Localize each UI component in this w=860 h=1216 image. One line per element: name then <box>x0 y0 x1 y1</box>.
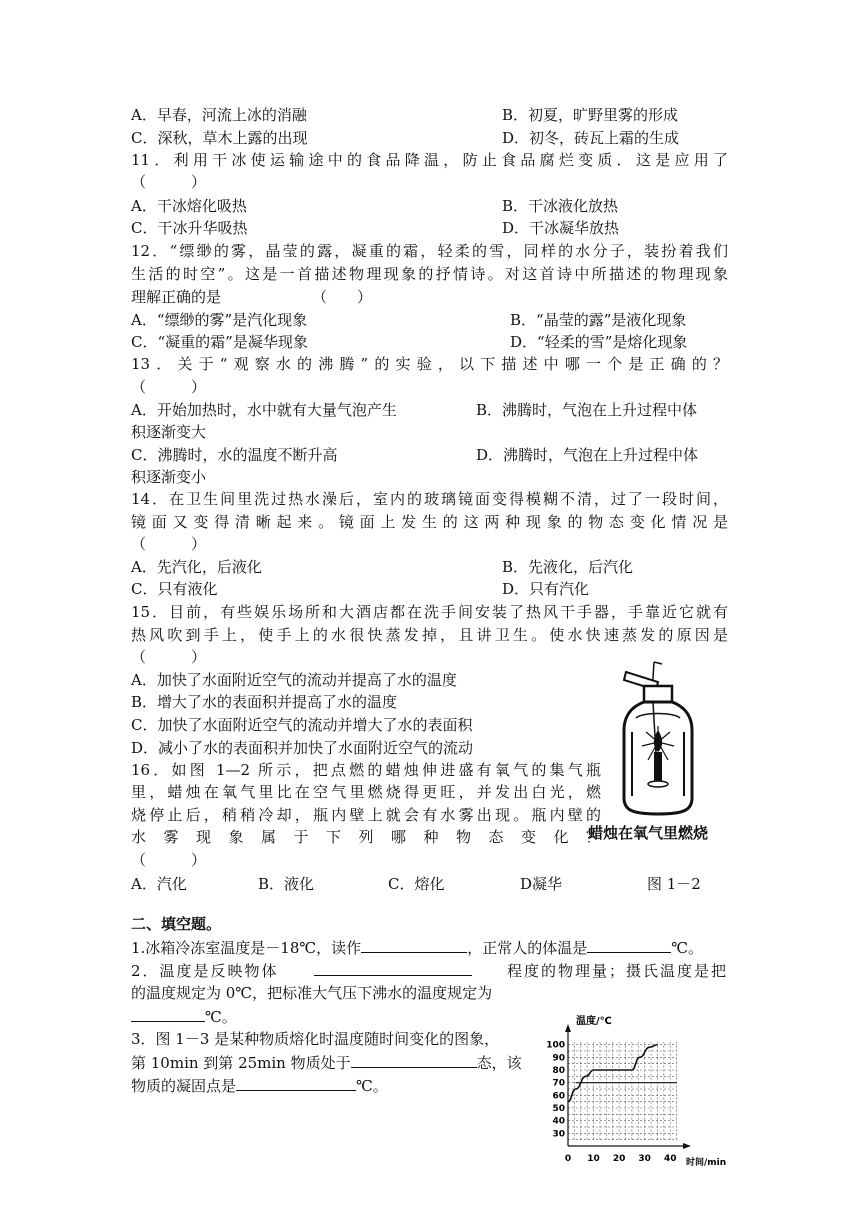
fill-q1-part2: ，正常人的体温是 <box>467 939 588 957</box>
q12-option-c: C．“凝重的霜”是凝华现象 <box>131 333 308 351</box>
x-tick-label: 10 <box>587 1154 600 1164</box>
q12-line3: 理解正确的是 <box>131 288 222 306</box>
chart-axes <box>565 1024 691 1149</box>
q14-paren: （ ） <box>131 535 207 553</box>
series-line <box>568 1045 657 1102</box>
q14-line1: 14．在卫生间里洗过热水澡后，室内的玻璃镜面变得模糊不清，过了一段时间， <box>131 490 728 508</box>
q12-option-a: A．“缥缈的雾”是汽化现象 <box>131 311 308 329</box>
q15-option-d: D．减小了水的表面积并加快了水面附近空气的流动 <box>131 739 474 757</box>
fill-q2-line1 <box>131 960 728 981</box>
q12-option-b: B．“晶莹的露”是液化现象 <box>510 311 687 329</box>
fill-q3-part1: 第 10min 到第 25min 物质处于 <box>131 1054 351 1072</box>
q12-paren: （ ） <box>312 288 373 306</box>
q10-option-c: C．深秋，草木上露的出现 <box>131 129 308 147</box>
y-tick-label: 40 <box>552 1116 565 1127</box>
chart-series <box>568 1045 677 1102</box>
q13-stem: 13．关于“观察水的沸腾”的实验，以下描述中哪一个是正确的？ <box>131 355 728 373</box>
q12-line1: 12．“缥缈的雾，晶莹的露，凝重的霜，轻柔的雪，同样的水分子，装扮着我们 <box>131 242 728 260</box>
q16-option-a: A．汽化 <box>131 875 187 893</box>
candle-jar-figure <box>606 658 731 848</box>
q11-option-b: B．干冰液化放热 <box>502 197 619 215</box>
fill-q2-line3 <box>131 1006 237 1027</box>
fill-q1 <box>131 937 703 958</box>
fill-q2-part1: 2．温度是反映物体 <box>131 962 279 980</box>
q13-option-b-line2: 积逐渐变大 <box>131 423 207 441</box>
q16-option-c: C．熔化 <box>388 875 445 893</box>
y-tick-label: 80 <box>552 1066 565 1076</box>
melting-curve-chart <box>538 1014 738 1169</box>
q12-option-d: D．“轻柔的雪”是熔化现象 <box>510 333 688 351</box>
fill-q3-blank1[interactable] <box>351 1052 477 1068</box>
q11-option-a: A．干冰熔化吸热 <box>131 197 247 215</box>
fill-q2-part2: 程度的物理量；摄氏温度是把 <box>506 962 728 980</box>
q16-line2: 里，蜡烛在氧气里比在空气里燃烧得更旺，并发出白光，燃 <box>131 783 601 801</box>
q11-option-c: C．干冰升华吸热 <box>131 219 248 237</box>
fill-q2-blank1[interactable] <box>314 960 472 976</box>
q13-option-d-line2: 积逐渐变小 <box>131 468 207 486</box>
y-tick-label: 100 <box>546 1040 565 1051</box>
q16-line4: 水雾现象属于下列哪种物态变化？ <box>131 828 601 846</box>
x-tick-label: 20 <box>612 1154 626 1164</box>
chart-xlabel: 时间/min <box>686 1158 727 1168</box>
fill-q1-blank2[interactable] <box>587 937 671 953</box>
y-axis-arrow <box>565 1024 571 1032</box>
q16-figure-caption: 蜡烛在氧气里燃烧 <box>588 824 709 842</box>
q15-option-b: B．增大了水的表面积并提高了水的温度 <box>131 693 398 711</box>
fill-q3-line2 <box>131 1052 522 1073</box>
y-tick-label: 60 <box>552 1091 565 1102</box>
chart-ylabel: 温度/℃ <box>576 1016 612 1027</box>
x-axis-arrow <box>683 1143 691 1149</box>
y-tick-label: 30 <box>552 1129 565 1140</box>
section2-heading: 二、填空题。 <box>131 915 222 933</box>
fill-q1-blank1[interactable] <box>361 937 467 953</box>
fill-q3-part4: ℃。 <box>356 1077 388 1095</box>
fill-q1-part3: ℃。 <box>671 939 703 957</box>
q16-figure-label: 图 1－2 <box>647 875 701 893</box>
q15-paren: （ ） <box>131 648 207 666</box>
fill-q3-part2: 态，该 <box>476 1054 522 1072</box>
fill-q3-line1: 3．图 1－3 是某种物质熔化时温度随时间变化的图象， <box>131 1030 500 1048</box>
fill-q2-blank2[interactable] <box>131 1006 205 1022</box>
q11-option-d: D．干冰凝华放热 <box>502 219 620 237</box>
q11-paren: （ ） <box>131 173 207 191</box>
q15-option-a: A．加快了水面附近空气的流动并提高了水的温度 <box>131 671 457 689</box>
y-tick-label: 50 <box>552 1104 565 1114</box>
q14-option-d: D．只有汽化 <box>502 580 590 598</box>
q16-option-d: D凝华 <box>520 875 563 893</box>
q13-paren: （ ） <box>131 378 207 396</box>
q14-line2: 镜面又变得清晰起来。镜面上发生的这两种现象的物态变化情况是 <box>131 513 728 531</box>
q13-option-a: A．开始加热时，水中就有大量气泡产生 <box>131 401 397 419</box>
q10-option-d: D．初冬，砖瓦上霜的生成 <box>502 129 680 147</box>
fill-q2-line2: 的温度规定为 0℃，把标准大气压下沸水的温度规定为 <box>131 984 493 1002</box>
q13-option-c: C．沸腾时，水的温度不断升高 <box>131 446 338 464</box>
q15-line1: 15．目前，有些娱乐场所和大酒店都在洗手间安装了热风干手器，手靠近它就有 <box>131 603 728 621</box>
x-tick-label: 40 <box>663 1154 677 1164</box>
q10-option-a: A．早春，河流上冰的消融 <box>131 106 307 124</box>
q14-option-c: C．只有液化 <box>131 580 218 598</box>
fill-q3-line3 <box>131 1075 388 1096</box>
q14-option-a: A．先汽化，后液化 <box>131 558 262 576</box>
q16-line3: 烧停止后，稍稍冷却，瓶内壁上就会有水雾出现。瓶内壁的 <box>131 806 601 824</box>
fill-q1-part1: 1.冰箱冷冻室温度是－18℃，读作 <box>131 939 362 957</box>
q13-option-d-line1: D．沸腾时，气泡在上升过程中体 <box>476 446 699 464</box>
q12-line2: 生活的时空”。这是一首描述物理现象的抒情诗。对这首诗中所描述的物理现象 <box>131 265 728 283</box>
fill-q3-blank2[interactable] <box>236 1075 356 1091</box>
fill-q2-part3: ℃。 <box>205 1008 237 1026</box>
q16-paren: （ ） <box>131 851 207 869</box>
q15-line2: 热风吹到手上，使手上的水很快蒸发掉，且讲卫生。使水快速蒸发的原因是 <box>131 626 728 644</box>
fill-q3-part3: 物质的凝固点是 <box>131 1077 237 1095</box>
y-tick-label: 90 <box>552 1053 565 1064</box>
x-tick-label: 0 <box>564 1154 572 1164</box>
q14-option-b: B．先液化，后汽化 <box>502 558 634 576</box>
chart-grid <box>568 1042 677 1140</box>
y-tick-label: 70 <box>552 1078 565 1089</box>
q16-line1: 16．如图 1—2 所示，把点燃的蜡烛伸进盛有氧气的集气瓶 <box>131 761 601 779</box>
q10-option-b: B．初夏，旷野里雾的形成 <box>502 106 679 124</box>
q15-option-c: C．加快了水面附近空气的流动并增大了水的表面积 <box>131 716 473 734</box>
q11-stem: 11．利用干冰使运输途中的食品降温，防止食品腐烂变质．这是应用了 <box>131 151 728 169</box>
x-tick-label: 30 <box>638 1154 651 1164</box>
q16-option-b: B．液化 <box>258 875 315 893</box>
q13-option-b-line1: B．沸腾时，气泡在上升过程中体 <box>476 401 698 419</box>
